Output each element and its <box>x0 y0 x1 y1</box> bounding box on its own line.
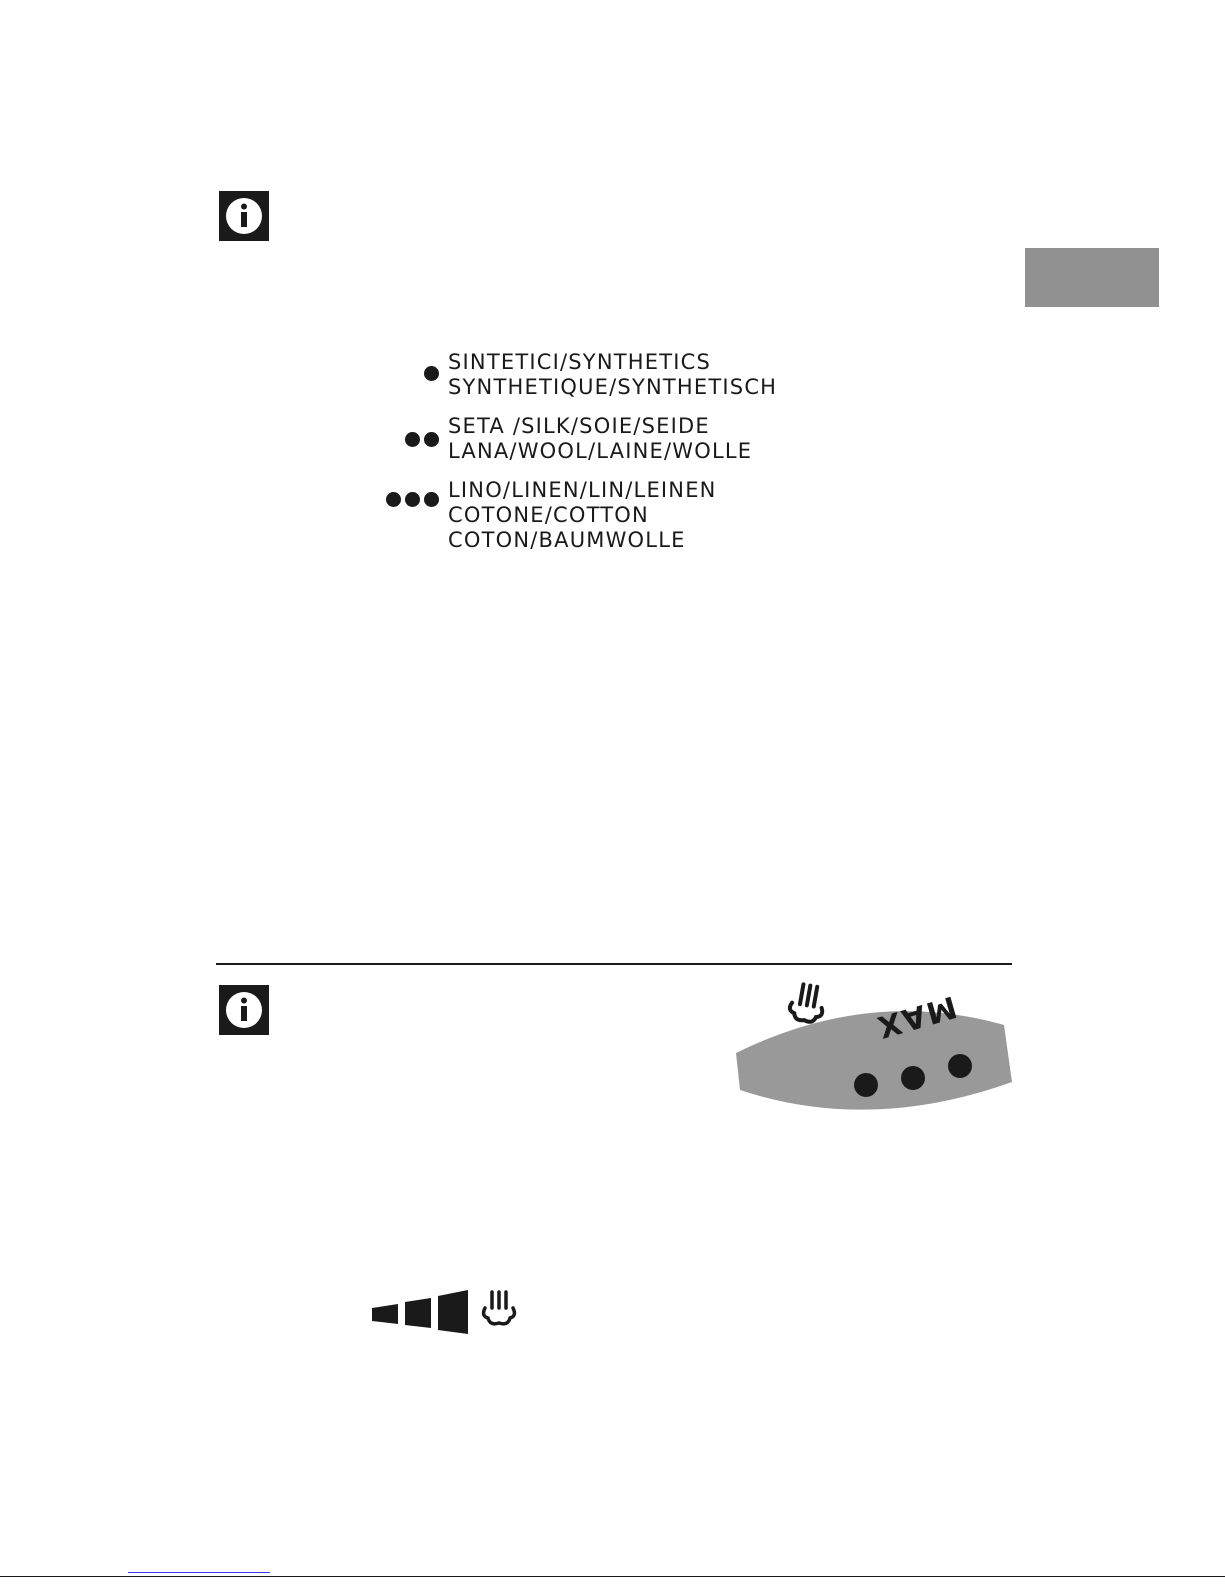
dot-icon <box>854 1073 878 1097</box>
dot-icon <box>948 1054 972 1078</box>
dot-icon <box>386 492 401 507</box>
legend-dots-3 <box>380 492 439 507</box>
legend-row-3-line-2: COTONE/COTTON <box>448 503 649 527</box>
legend-row-1-line-1: SINTETICI/SYNTHETICS <box>448 350 712 374</box>
dot-icon <box>424 492 439 507</box>
dot-icon <box>405 492 420 507</box>
legend-row-2-line-1: SETA /SILK/SOIE/SEIDE <box>448 414 710 438</box>
dot-icon <box>901 1066 925 1090</box>
legend-dots-2 <box>400 432 439 447</box>
dial-max-label: MAX <box>871 988 961 1045</box>
legend-row-3-line-1: LINO/LINEN/LIN/LEINEN <box>448 478 717 502</box>
legend-row-2 <box>448 414 752 464</box>
legend-row-1 <box>448 350 777 400</box>
legend-dots-1 <box>400 366 439 381</box>
fabric-legend <box>0 0 1225 560</box>
section-divider <box>216 963 1012 965</box>
legend-row-3 <box>448 478 717 553</box>
dot-icon <box>424 432 439 447</box>
dot-icon <box>424 366 439 381</box>
info-icon <box>219 985 269 1035</box>
thermostat-dial <box>730 975 1020 1125</box>
dot-icon <box>405 432 420 447</box>
legend-row-1-line-2: SYNTHETIQUE/SYNTHETISCH <box>448 375 778 399</box>
legend-row-2-line-2: LANA/WOOL/LAINE/WOLLE <box>448 439 753 463</box>
steam-icon <box>788 983 826 1024</box>
footer-rule <box>0 1576 1225 1577</box>
legend-row-3-line-3: COTON/BAUMWOLLE <box>448 528 686 552</box>
steam-level-icon <box>370 1290 530 1338</box>
footer-link-underline <box>128 1572 270 1573</box>
